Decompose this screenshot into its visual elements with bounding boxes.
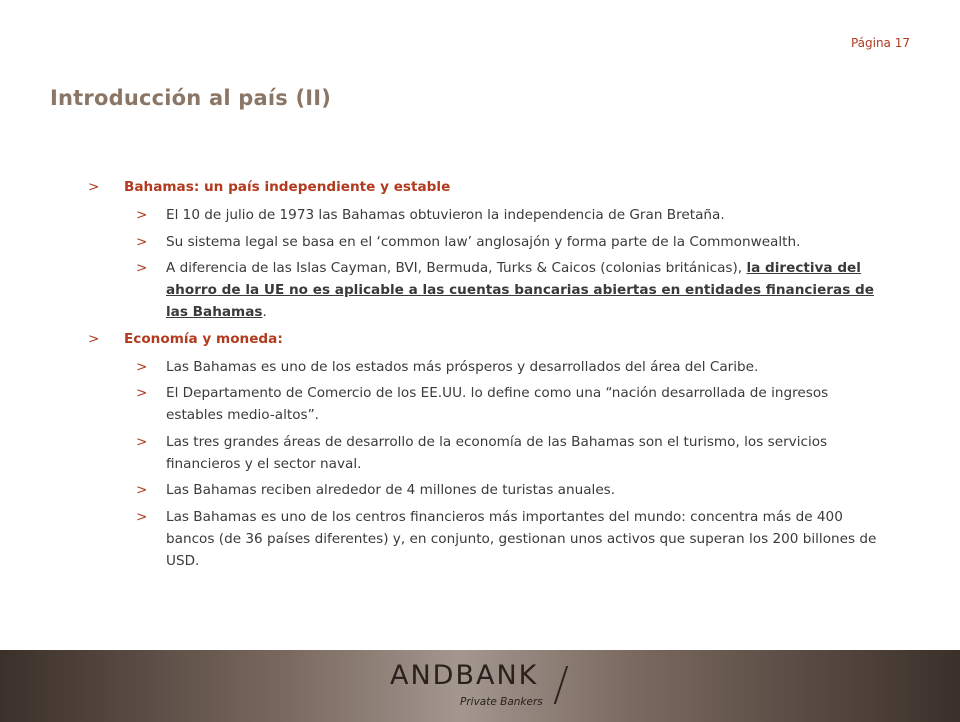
section-title: Economía y moneda: — [124, 330, 283, 347]
bullet-text: Las Bahamas es uno de los estados más prósperos y desarrollados del área del Caribe. — [166, 358, 759, 375]
section-heading — [88, 328, 888, 350]
chevron-right-icon: > — [136, 260, 148, 276]
emphasized-text: la directiva del ahorro de la UE no es aplicable a las cuentas bancarias abiertas en entidades financieras de las Bahamas — [166, 260, 874, 320]
bullet-text-end: . — [262, 304, 267, 320]
list-item — [136, 204, 888, 226]
bullet-list — [136, 356, 888, 572]
chevron-right-icon: > — [136, 207, 148, 223]
brand-logo — [390, 660, 590, 716]
chevron-right-icon: > — [136, 482, 148, 498]
chevron-right-icon: > — [136, 385, 148, 401]
list-item — [136, 231, 888, 253]
list-item — [136, 506, 888, 572]
list-item — [136, 356, 888, 378]
chevron-right-icon: > — [136, 358, 148, 375]
bullet-text-intro: A diferencia de las Islas Cayman, BVI, Bermuda, Turks & Caicos (colonias británicas), — [166, 260, 747, 276]
chevron-right-icon: > — [136, 508, 148, 525]
bullet-text: El Departamento de Comercio de los EE.UU. lo define como una “nación desarrollada de ingresos estables medio-altos”. — [166, 385, 829, 423]
list-item — [136, 479, 888, 501]
bullet-list — [136, 204, 888, 323]
bullet-text: Las Bahamas es uno de los centros financieros más importantes del mundo: concentra más de 400 bancos (de 36 países diferentes) y, en conjunto, gestionan unos activos que superan los 200 billones de USD. — [166, 508, 877, 569]
section-economia — [88, 328, 888, 572]
footer-band — [0, 648, 960, 722]
bullet-text: El 10 de julio de 1973 las Bahamas obtuvieron la independencia de Gran Bretaña. — [166, 207, 725, 223]
brand-tagline: Private Bankers — [460, 696, 543, 708]
bullet-text: Las tres grandes áreas de desarrollo de la economía de las Bahamas son el turismo, los servicios financieros y el sector naval. — [166, 433, 828, 472]
list-item — [136, 431, 888, 475]
section-bahamas — [88, 176, 888, 323]
chevron-right-icon: > — [88, 330, 100, 347]
bullet-text — [166, 257, 888, 323]
chevron-right-icon: > — [136, 233, 148, 250]
chevron-right-icon: > — [136, 433, 148, 450]
list-item — [136, 257, 888, 323]
chevron-right-icon: > — [88, 179, 100, 195]
list-item — [136, 382, 888, 426]
section-title: Bahamas: un país independiente y estable — [124, 179, 451, 195]
slide-content — [88, 176, 888, 576]
page-number: Página 17 — [850, 36, 910, 50]
slide-title: Introducción al país (II) — [50, 86, 332, 110]
bullet-text: Las Bahamas reciben alrededor de 4 millones de turistas anuales. — [166, 482, 616, 498]
bullet-text: Su sistema legal se basa en el ‘common law’ anglosajón y forma parte de la Commonwealth. — [166, 233, 801, 250]
section-heading — [88, 176, 888, 198]
slash-icon — [554, 666, 568, 704]
brand-name: ANDBANK — [390, 660, 539, 691]
